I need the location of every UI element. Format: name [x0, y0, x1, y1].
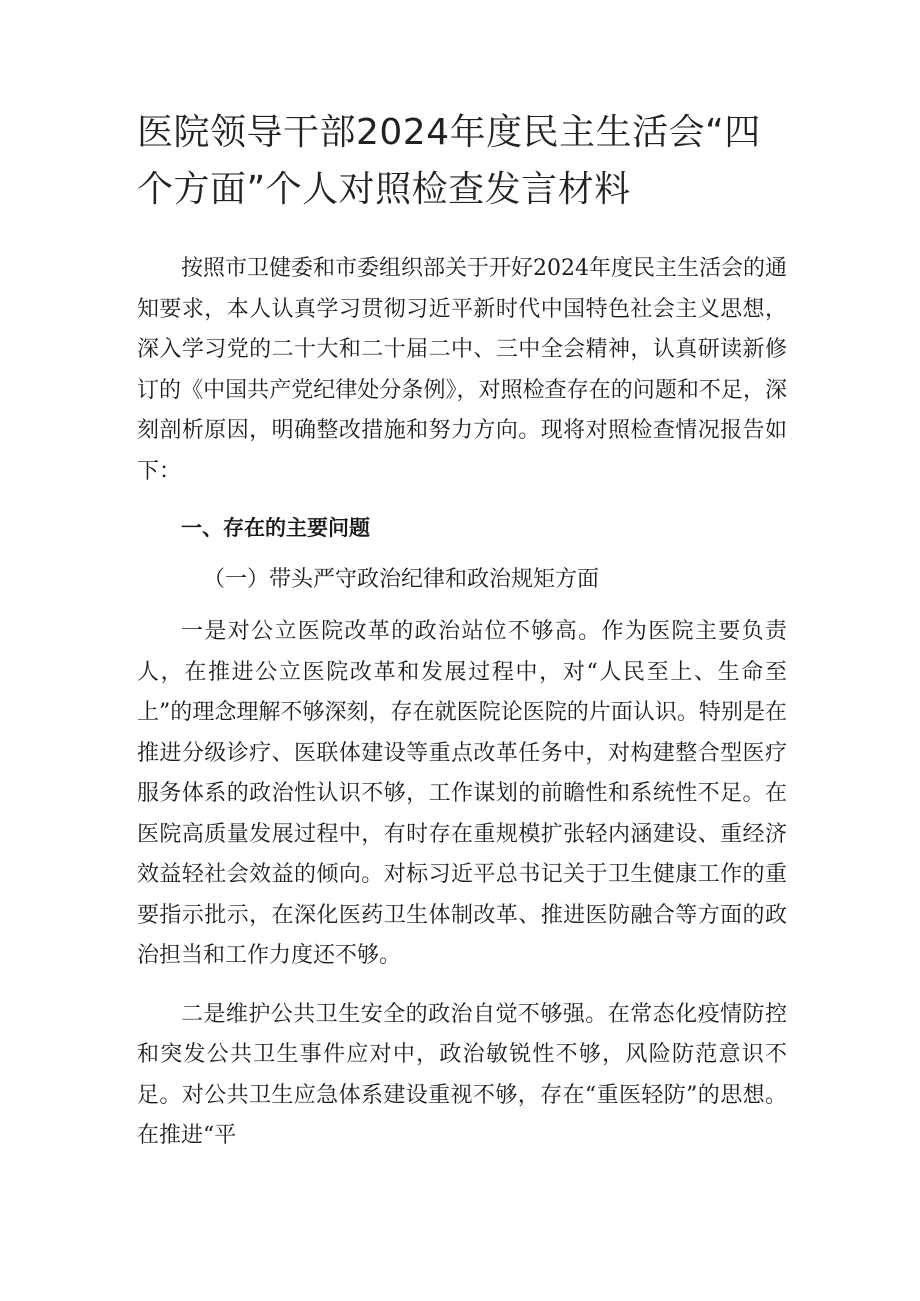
document-body	[137, 249, 787, 1175]
intro-paragraph: 按照市卫健委和市委组织部关于开好2024年度民主生活会的通知要求，本人认真学习贯彻习近平新时代中国特色社会主义思想，深入学习党的二十大和二十届二中、三中全会精神，认真研读新修订的《中国共产党纪律处分条例》，对照检查存在的问题和不足，深刻剖析原因，明确整改措施和努力方向。现将对照检查情况报告如下：	[137, 256, 787, 484]
section-heading: 一、存在的主要问题	[181, 516, 370, 540]
document-title: 医院领导干部2024年度民主生活会“四个方面”个人对照检查发言材料	[137, 112, 761, 210]
subsection-heading: （一）带头严守政治纪律和政治规矩方面	[203, 567, 600, 592]
body-paragraph: 二是维护公共卫生安全的政治自觉不够强。在常态化疫情防控和突发公共卫生事件应对中，政治敏锐性不够，风险防范意识不足。对公共卫生应急体系建设重视不够，存在“重医轻防”的思想。在推进“平	[137, 1001, 787, 1148]
body-paragraph: 一是对公立医院改革的政治站位不够高。作为医院主要负责人，在推进公立医院改革和发展过程中，对“人民至上、生命至上”的理念理解不够深刻，存在就医院论医院的片面认识。特别是在推进分级诊疗、医联体建设等重点改革任务中，对构建整合型医疗服务体系的政治性认识不够，工作谋划的前瞻性和系统性不足。在医院高质量发展过程中，有时存在重规模扩张轻内涵建设、重经济效益轻社会效益的倾向。对标习近平总书记关于卫生健康工作的重要指示批示，在深化医药卫生体制改革、推进医防融合等方面的政治担当和工作力度还不够。	[137, 619, 787, 968]
